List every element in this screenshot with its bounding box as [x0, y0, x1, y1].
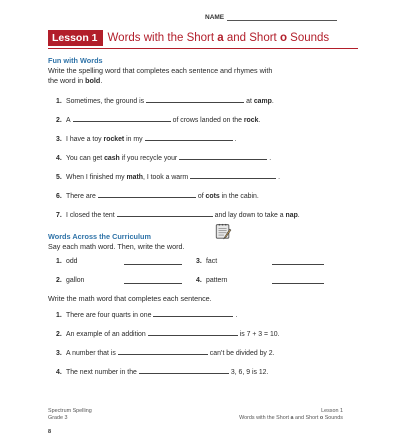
answer-blank[interactable]	[118, 348, 208, 355]
sentence-item-3: 3. I have a toy rocket in my .	[56, 136, 237, 143]
answer-blank[interactable]	[190, 172, 276, 179]
name-field	[205, 14, 337, 21]
answer-blank[interactable]	[139, 367, 229, 374]
name-label: NAME	[205, 14, 225, 21]
sentence-item-1: 1. Sometimes, the ground is at camp.	[56, 98, 274, 105]
sentence-item-6: 6. There are of cots in the cabin.	[56, 193, 259, 200]
answer-blank[interactable]	[73, 115, 171, 122]
section-heading-fun-with-words: Fun with Words	[48, 56, 103, 65]
section2-instructions: Say each math word. Then, write the word.	[48, 242, 185, 251]
sentence-item-4: 4. You can get cash if you recycle your .	[56, 155, 272, 162]
pencil-notepad-icon	[214, 222, 232, 240]
answer-blank[interactable]	[124, 258, 182, 265]
sentence-item-7: 7. I closed the tent and lay down to take a nap.	[56, 212, 300, 219]
section-heading-words-across-curriculum: Words Across the Curriculum	[48, 232, 151, 241]
lesson-tag: Lesson 1	[48, 30, 103, 46]
answer-blank[interactable]	[98, 191, 196, 198]
sentence-item-2: 2. A of crows landed on the rock.	[56, 117, 261, 124]
answer-blank[interactable]	[153, 310, 233, 317]
math-sentence-3: 3. A number that is can’t be divided by 2.	[56, 350, 275, 357]
lesson-title: Words with the Short a and Short o Sounds	[107, 32, 330, 44]
math-word-odd: 1. odd	[56, 258, 78, 265]
answer-blank[interactable]	[145, 134, 233, 141]
math-sentence-4: 4. The next number in the 3, 6, 9 is 12.	[56, 369, 269, 376]
answer-blank[interactable]	[179, 153, 267, 160]
answer-blank[interactable]	[117, 210, 213, 217]
footer-book-info: Spectrum Spelling Grade 3	[48, 408, 92, 421]
lesson-title-bar	[48, 30, 358, 49]
math-word-pattern: 4. pattern	[196, 277, 228, 284]
page-number: 8	[48, 429, 52, 435]
answer-blank[interactable]	[124, 277, 182, 284]
answer-blank[interactable]	[272, 277, 324, 284]
answer-blank[interactable]	[146, 96, 244, 103]
sentence-item-5: 5. When I finished my math, I took a warm .	[56, 174, 281, 181]
math-sentence-1: 1. There are four quarts in one .	[56, 312, 238, 319]
section1-instructions: Write the spelling word that completes each sentence and rhymes with the word in bold.	[48, 66, 273, 85]
footer-lesson-info: Lesson 1 Words with the Short a and Short o Sounds	[239, 408, 343, 421]
math-sentence-2: 2. An example of an addition is 7 + 3 = 10.	[56, 331, 280, 338]
name-blank[interactable]	[227, 14, 337, 21]
section2-instructions-2: Write the math word that completes each sentence.	[48, 294, 212, 303]
answer-blank[interactable]	[148, 329, 238, 336]
math-word-fact: 3. fact	[196, 258, 218, 265]
answer-blank[interactable]	[272, 258, 324, 265]
math-word-gallon: 2. gallon	[56, 277, 85, 284]
